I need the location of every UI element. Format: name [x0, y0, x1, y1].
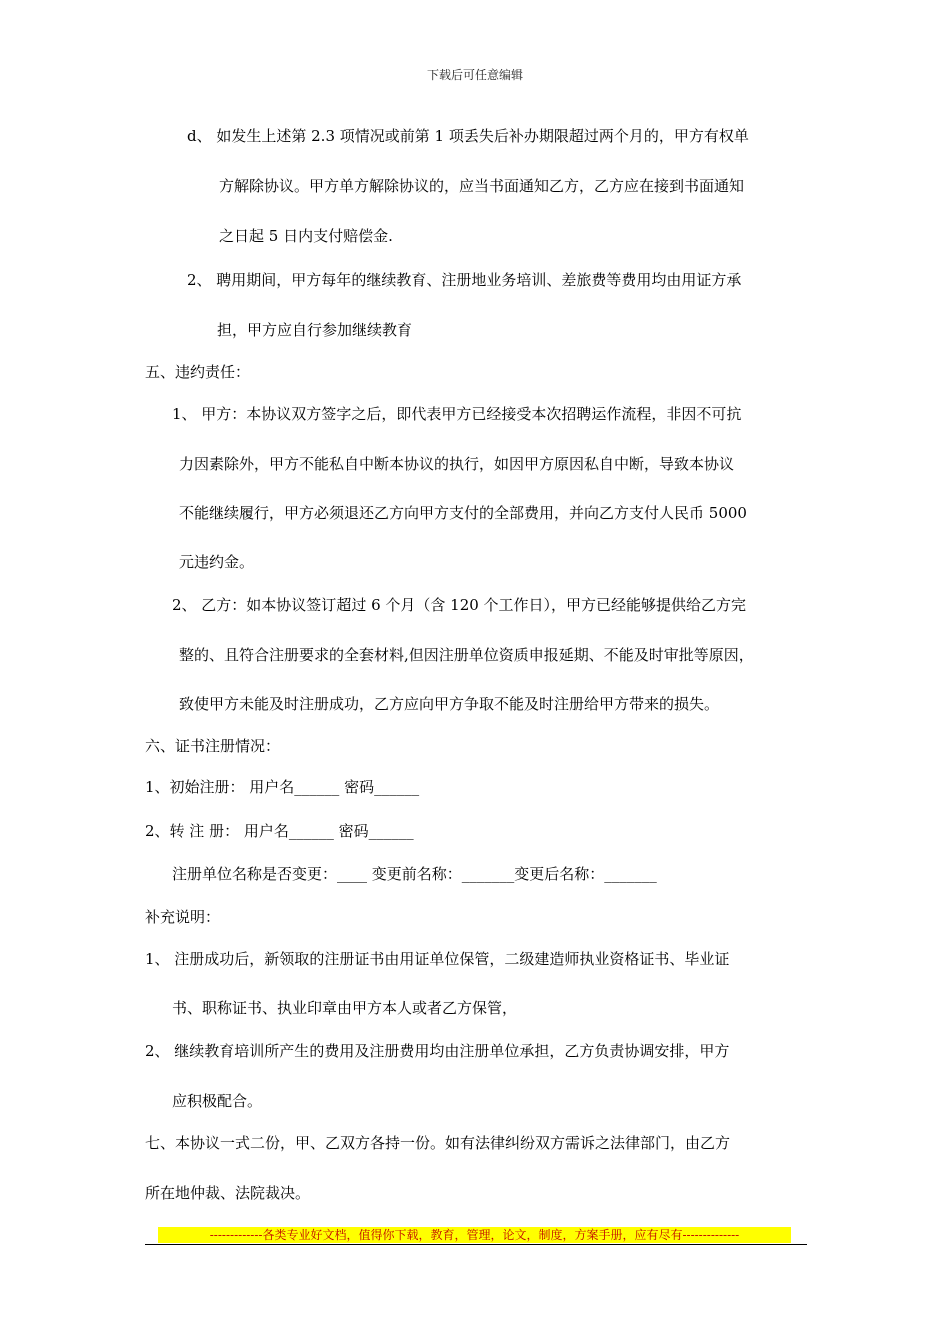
clause-d-line-2: 方解除协议。甲方单方解除协议的，应当书面通知乙方，乙方应在接到书面通知 [219, 177, 745, 195]
section-7-line-1: 七、本协议一式二份，甲、乙双方各持一份。如有法律纠纷双方需诉之法律部门，由乙方 [145, 1134, 731, 1152]
clause-2-line-2: 担，甲方应自行参加继续教育 [217, 321, 413, 339]
section-7-line-2: 所在地仲裁、法院裁决。 [145, 1184, 311, 1202]
clause-d-line-3: 之日起 5 日内支付赔偿金. [219, 227, 393, 245]
footer-banner: -------------各类专业好文档，值得你下载，教育，管理，论文，制度，方案手册，应有尽有-------------- [158, 1227, 791, 1243]
clause-d-line-1: d、 如发生上述第 2.3 项情况或前第 1 项丢失后补办期限超过两个月的，甲方有权单 [187, 127, 749, 145]
footer-divider [145, 1244, 807, 1245]
section-5-item-2-line-1: 2、 乙方：如本协议签订超过 6 个月（含 120 个工作日），甲方已经能够提供给乙方完 [172, 596, 747, 614]
transfer-registration-line: 2、转 注 册： 用户名______ 密码______ [145, 822, 414, 840]
unit-name-change-line: 注册单位名称是否变更：____ 变更前名称：_______变更后名称：_______ [172, 865, 657, 883]
section-6-heading: 六、证书注册情况： [145, 737, 281, 755]
section-5-item-1-line-1: 1、 甲方：本协议双方签字之后，即代表甲方已经接受本次招聘运作流程，非因不可抗 [172, 405, 742, 423]
section-5-item-2-line-2: 整的、且符合注册要求的全套材料,但因注册单位资质申报延期、不能及时审批等原因， [179, 646, 754, 664]
supplement-item-1-line-2: 书、职称证书、执业印章由甲方本人或者乙方保管， [172, 999, 518, 1017]
clause-2-line-1: 2、 聘用期间，甲方每年的继续教育、注册地业务培训、差旅费等费用均由用证方承 [187, 271, 742, 289]
section-5-item-1-line-4: 元违约金。 [179, 553, 255, 571]
section-5-item-1-line-3: 不能继续履行，甲方必须退还乙方向甲方支付的全部费用，并向乙方支付人民币 5000 [179, 504, 747, 522]
supplement-item-1-line-1: 1、 注册成功后，新领取的注册证书由用证单位保管，二级建造师执业资格证书、毕业证 [145, 950, 730, 968]
initial-registration-line: 1、初始注册： 用户名______ 密码______ [145, 778, 420, 796]
supplement-heading: 补充说明： [145, 908, 221, 926]
page-header: 下载后可任意编辑 [426, 68, 523, 82]
section-5-heading: 五、违约责任： [145, 363, 251, 381]
supplement-item-2-line-1: 2、 继续教育培训所产生的费用及注册费用均由注册单位承担，乙方负责协调安排，甲方 [145, 1042, 730, 1060]
supplement-item-2-line-2: 应积极配合。 [172, 1092, 263, 1110]
section-5-item-2-line-3: 致使甲方未能及时注册成功，乙方应向甲方争取不能及时注册给甲方带来的损失。 [179, 695, 720, 713]
section-5-item-1-line-2: 力因素除外，甲方不能私自中断本协议的执行，如因甲方原因私自中断，导致本协议 [179, 455, 735, 473]
